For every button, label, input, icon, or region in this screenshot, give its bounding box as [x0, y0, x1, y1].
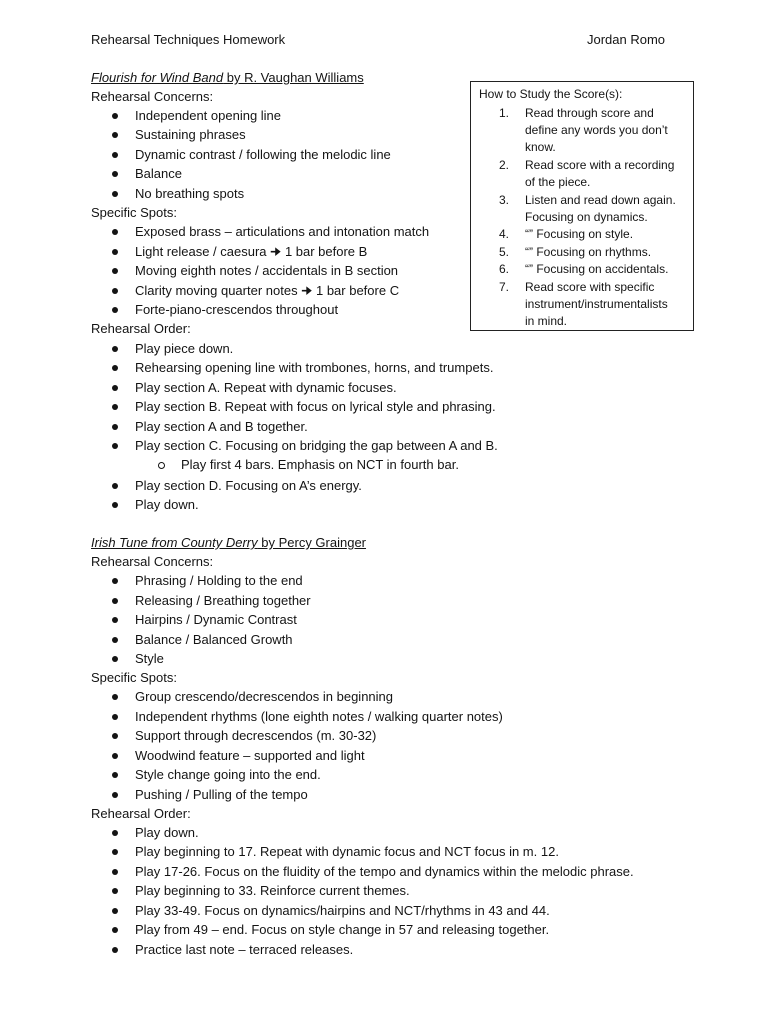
piece-title-line	[91, 68, 364, 87]
step-line: “” Focusing on accidentals.	[525, 262, 669, 276]
step-number: 6.	[499, 262, 510, 276]
list-item: Play down.	[135, 497, 199, 512]
list-item: Play section D. Focusing on A’s energy.	[135, 478, 362, 493]
step-line: Listen and read down again.	[525, 193, 676, 207]
step-line: know.	[525, 140, 556, 154]
bullet-icon	[112, 598, 118, 604]
study-box-heading: How to Study the Score(s):	[479, 87, 623, 101]
list-item: Play from 49 – end. Focus on style change in 57 and releasing together.	[135, 922, 550, 937]
bullet-icon	[112, 888, 118, 894]
study-score-box	[470, 81, 694, 331]
list-item: Style change going into the end.	[135, 767, 321, 782]
bullet-icon	[112, 268, 118, 274]
piece-title: Irish Tune from County Derry	[91, 535, 258, 550]
bullet-icon	[112, 365, 118, 371]
list-item: Play beginning to 33. Reinforce current themes.	[135, 883, 410, 898]
bullet-icon	[112, 132, 118, 138]
list-item: Independent rhythms (lone eighth notes / walking quarter notes)	[135, 709, 503, 724]
bullet-icon	[112, 307, 118, 313]
piece-composer: by R. Vaughan Williams	[223, 70, 364, 85]
step-line: “” Focusing on style.	[525, 227, 634, 241]
step-number: 5.	[499, 245, 510, 259]
step-line: in mind.	[525, 314, 568, 328]
bullet-icon	[112, 637, 118, 643]
list-item: Play beginning to 17. Repeat with dynamic focus and NCT focus in m. 12.	[135, 844, 559, 859]
piece-title-line	[91, 533, 366, 552]
bullet-icon	[112, 869, 118, 875]
list-item: Support through decrescendos (m. 30-32)	[135, 728, 377, 743]
bullet-icon	[112, 385, 118, 391]
bullet-icon	[112, 249, 118, 255]
bullet-icon	[112, 578, 118, 584]
list-item: Phrasing / Holding to the end	[135, 573, 303, 588]
step-line: instrument/instrumentalists	[525, 297, 668, 311]
section-heading: Rehearsal Order:	[91, 321, 191, 336]
bullet-icon	[112, 792, 118, 798]
step-number: 3.	[499, 193, 510, 207]
bullet-icon	[112, 830, 118, 836]
section-heading: Specific Spots:	[91, 670, 177, 685]
list-item: Balance / Balanced Growth	[135, 632, 293, 647]
bullet-icon	[112, 908, 118, 914]
bullet-icon	[112, 617, 118, 623]
list-item: Forte-piano-crescendos throughout	[135, 302, 339, 317]
step-line: Read score with specific	[525, 280, 655, 294]
list-item: Sustaining phrases	[135, 127, 246, 142]
sub-list-item: Play first 4 bars. Emphasis on NCT in fourth bar.	[181, 457, 459, 472]
bullet-icon	[112, 443, 118, 449]
step-line: Read score with a recording	[525, 158, 675, 172]
list-item: No breathing spots	[135, 186, 245, 201]
bullet-icon	[112, 927, 118, 933]
bullet-icon	[112, 229, 118, 235]
list-item: Play section A and B together.	[135, 419, 308, 434]
arrow-right-icon: 🠊	[270, 245, 282, 259]
arrow-right-icon: 🠊	[301, 284, 313, 298]
list-item: Balance	[135, 166, 182, 181]
bullet-icon	[112, 772, 118, 778]
step-line: define any words you don’t	[525, 123, 668, 137]
list-item-text: 1 bar before C	[315, 283, 400, 298]
list-item: Play section C. Focusing on bridging the gap between A and B.	[135, 438, 498, 453]
list-item	[135, 281, 399, 301]
bullet-icon	[112, 171, 118, 177]
list-item: Rehearsing opening line with trombones, horns, and trumpets.	[135, 360, 494, 375]
section-heading: Specific Spots:	[91, 205, 177, 220]
section-heading: Rehearsal Concerns:	[91, 554, 214, 569]
bullet-icon	[112, 714, 118, 720]
list-item: Independent opening line	[135, 108, 282, 123]
piece-composer: by Percy Grainger	[257, 535, 367, 550]
bullet-icon	[112, 502, 118, 508]
bullet-icon	[112, 733, 118, 739]
bullet-icon	[112, 424, 118, 430]
step-line: of the piece.	[525, 175, 591, 189]
list-item: Play section A. Repeat with dynamic focuses.	[135, 380, 397, 395]
bullet-icon	[112, 346, 118, 352]
list-item-text: Clarity moving quarter notes	[135, 283, 298, 298]
bullet-icon	[112, 152, 118, 158]
list-item: Style	[135, 651, 164, 666]
list-item: Exposed brass – articulations and intonation match	[135, 224, 430, 239]
list-item: Play section B. Repeat with focus on lyrical style and phrasing.	[135, 399, 496, 414]
bullet-icon	[112, 947, 118, 953]
list-item: Play 17-26. Focus on the fluidity of the tempo and dynamics within the melodic phrase.	[135, 864, 634, 879]
list-item: Play 33-49. Focus on dynamics/hairpins and NCT/rhythms in 43 and 44.	[135, 903, 550, 918]
bullet-icon	[112, 288, 118, 294]
list-item: Play down.	[135, 825, 199, 840]
step-number: 2.	[499, 158, 510, 172]
step-line: Read through score and	[525, 106, 654, 120]
bullet-icon	[112, 483, 118, 489]
section-heading: Rehearsal Concerns:	[91, 89, 214, 104]
list-item: Hairpins / Dynamic Contrast	[135, 612, 297, 627]
list-item: Woodwind feature – supported and light	[135, 748, 365, 763]
section-heading: Rehearsal Order:	[91, 806, 191, 821]
bullet-icon	[112, 191, 118, 197]
step-line: “” Focusing on rhythms.	[525, 245, 652, 259]
step-line: Focusing on dynamics.	[525, 210, 648, 224]
list-item: Group crescendo/decrescendos in beginning	[135, 689, 394, 704]
list-item: Pushing / Pulling of the tempo	[135, 787, 308, 802]
bullet-icon	[112, 849, 118, 855]
list-item-text: 1 bar before B	[284, 244, 368, 259]
list-item-text: Light release / caesura	[135, 244, 267, 259]
list-item: Moving eighth notes / accidentals in B section	[135, 263, 399, 278]
list-item: Dynamic contrast / following the melodic line	[135, 147, 391, 162]
document-title: Rehearsal Techniques Homework	[91, 32, 286, 47]
step-number: 1.	[499, 106, 510, 120]
bullet-icon	[112, 113, 118, 119]
bullet-icon	[112, 404, 118, 410]
list-item: Practice last note – terraced releases.	[135, 942, 354, 957]
bullet-icon	[112, 694, 118, 700]
bullet-icon	[112, 753, 118, 759]
list-item	[135, 242, 367, 262]
bullet-icon	[112, 656, 118, 662]
step-number: 7.	[499, 280, 510, 294]
list-item: Play piece down.	[135, 341, 234, 356]
sub-bullet-icon	[158, 462, 165, 469]
step-number: 4.	[499, 227, 510, 241]
piece-title: Flourish for Wind Band	[91, 70, 224, 85]
author-name: Jordan Romo	[587, 32, 666, 47]
list-item: Releasing / Breathing together	[135, 593, 311, 608]
